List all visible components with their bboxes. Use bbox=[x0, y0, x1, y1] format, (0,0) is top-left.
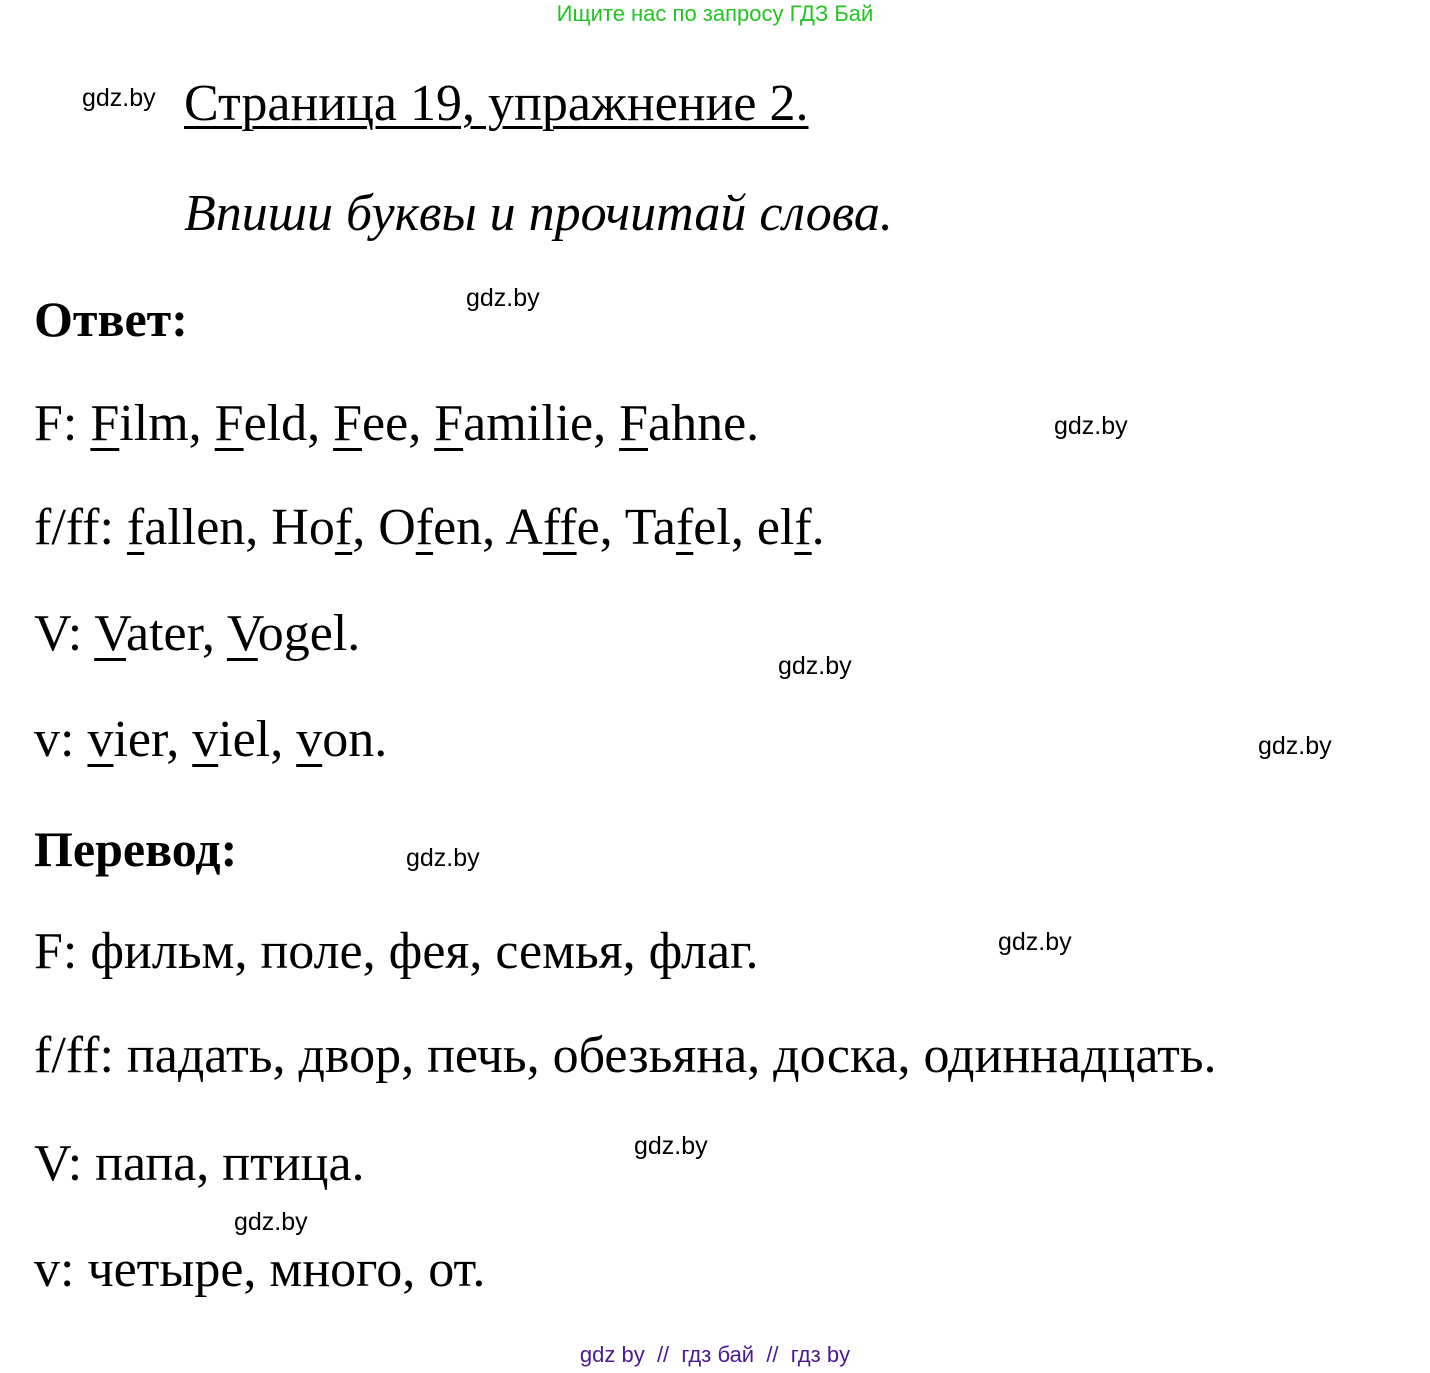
separator: , bbox=[245, 499, 272, 556]
translation-line: V: папа, птица. bbox=[34, 1135, 365, 1192]
word-pre: Ho bbox=[271, 499, 335, 556]
word-rest: eld bbox=[243, 395, 308, 452]
answer-line-f-ff bbox=[34, 498, 825, 557]
translation-line: f/ff: падать, двор, печь, обезьяна, доска, одиннадцать. bbox=[34, 1027, 1217, 1084]
word-rest: ater bbox=[126, 605, 202, 662]
inserted-letter: f bbox=[794, 499, 812, 556]
separator: . bbox=[374, 711, 388, 768]
word-rest: amilie bbox=[463, 395, 594, 452]
footer-links: gdz by // гдз бай // гдз by bbox=[579, 1342, 851, 1367]
answer-heading: Ответ: bbox=[34, 291, 188, 347]
line-prefix: V: bbox=[34, 605, 95, 662]
word-rest: ogel bbox=[257, 605, 348, 662]
word-rest: ilm bbox=[119, 395, 189, 452]
watermark: gdz.by bbox=[82, 84, 156, 112]
separator: , bbox=[270, 711, 297, 768]
answer-line-v bbox=[34, 710, 387, 769]
translation-line: F: фильм, поле, фея, семья, флаг. bbox=[34, 923, 759, 980]
inserted-letter: f bbox=[126, 499, 145, 556]
watermark: gdz.by bbox=[466, 284, 540, 312]
inserted-letter: f bbox=[415, 499, 434, 556]
word-rest: ee bbox=[362, 395, 409, 452]
separator: , bbox=[599, 499, 625, 556]
translation-heading: Перевод: bbox=[34, 821, 238, 877]
inserted-letter: F bbox=[619, 395, 648, 452]
inserted-letter: F bbox=[434, 395, 464, 452]
inserted-letter: F bbox=[333, 395, 363, 452]
separator: , bbox=[201, 605, 227, 662]
watermark: gdz.by bbox=[1054, 412, 1128, 440]
word-rest: allen bbox=[144, 499, 246, 556]
top-banner: Ищите нас по запросу ГДЗ Бай bbox=[556, 1, 874, 26]
inserted-letter: F bbox=[214, 395, 244, 452]
word-rest: el bbox=[693, 499, 731, 556]
word-rest: ier bbox=[113, 711, 167, 768]
inserted-letter: v bbox=[296, 711, 323, 768]
watermark: gdz.by bbox=[406, 844, 480, 872]
inserted-letter: v bbox=[192, 711, 219, 768]
inserted-letter: V bbox=[226, 605, 258, 662]
page-title: Страница 19, упражнение 2. bbox=[184, 75, 809, 132]
inserted-letter: f bbox=[334, 499, 353, 556]
inserted-letter: f bbox=[675, 499, 694, 556]
answer-line-V bbox=[34, 604, 360, 663]
line-prefix: v: bbox=[34, 711, 88, 768]
separator: . bbox=[347, 605, 361, 662]
separator: , bbox=[408, 395, 435, 452]
answer-line-F bbox=[34, 394, 759, 453]
separator: , bbox=[482, 499, 506, 556]
separator: , bbox=[730, 499, 757, 556]
translation-line: v: четыре, много, от. bbox=[34, 1241, 486, 1298]
separator: , bbox=[593, 395, 620, 452]
separator: . bbox=[746, 395, 760, 452]
line-prefix: F: bbox=[34, 395, 91, 452]
line-prefix: f/ff: bbox=[34, 499, 127, 556]
word-rest: e bbox=[576, 499, 600, 556]
word-rest: on bbox=[322, 711, 375, 768]
watermark: gdz.by bbox=[634, 1132, 708, 1160]
word-pre: A bbox=[505, 499, 543, 556]
instruction: Впиши буквы и прочитай слова. bbox=[184, 185, 893, 242]
watermark: gdz.by bbox=[1258, 732, 1332, 760]
inserted-letter: ff bbox=[542, 499, 577, 556]
separator: , bbox=[166, 711, 193, 768]
watermark: gdz.by bbox=[998, 928, 1072, 956]
word-rest: en bbox=[433, 499, 483, 556]
separator: . bbox=[811, 499, 825, 556]
watermark: gdz.by bbox=[778, 652, 852, 680]
inserted-letter: V bbox=[94, 605, 126, 662]
separator: , bbox=[352, 499, 379, 556]
word-rest: ahne bbox=[647, 395, 747, 452]
word-pre: O bbox=[378, 499, 416, 556]
word-pre: Ta bbox=[624, 499, 676, 556]
inserted-letter: F bbox=[90, 395, 120, 452]
word-rest: iel bbox=[218, 711, 271, 768]
inserted-letter: v bbox=[87, 711, 114, 768]
separator: , bbox=[307, 395, 334, 452]
separator: , bbox=[188, 395, 215, 452]
word-pre: el bbox=[756, 499, 795, 556]
watermark: gdz.by bbox=[234, 1208, 308, 1236]
